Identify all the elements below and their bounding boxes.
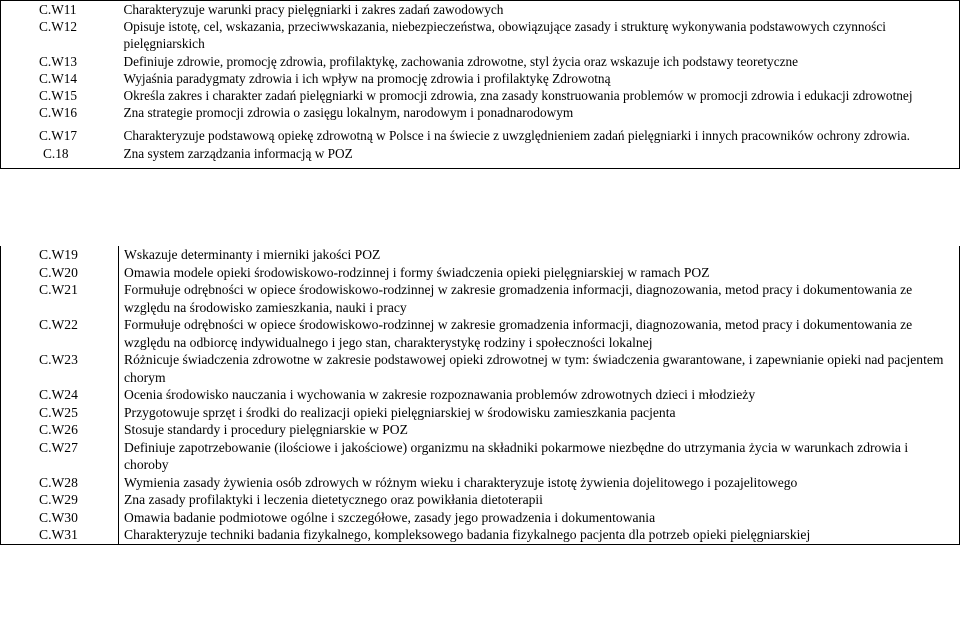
table-row: [1, 145, 960, 162]
outcome-description: Omawia badanie podmiotowe ogólne i szczegółowe, zasady jego prowadzenia i dokumentowania: [124, 509, 656, 525]
table-row: [1, 439, 960, 474]
outcome-description: Omawia modele opieki środowiskowo-rodzinnej i formy świadczenia opieki pielęgniarskiej w ramach POZ: [124, 264, 710, 280]
outcome-code: C.W30: [1, 509, 119, 527]
outcome-description: Zna strategie promocji zdrowia o zasięgu lokalnym, narodowym i ponadnarodowym: [123, 105, 574, 121]
outcome-description: Przygotowuje sprzęt i środki do realizacji opieki pielęgniarskiej w środowisku zamieszkania pacjenta: [124, 404, 676, 420]
table-row: [1, 246, 960, 264]
table-row: [1, 404, 960, 422]
outcome-description: Wymienia zasady żywienia osób zdrowych w różnym wieku i charakteryzuje istotę żywienia dojelitowego i pozajelitowego: [124, 474, 798, 490]
outcome-code: C.W28: [1, 474, 119, 492]
table-row: [1, 18, 960, 52]
table-row: [1, 316, 960, 351]
outcome-code: C.W22: [1, 316, 119, 351]
table-row: [1, 264, 960, 282]
outcome-description: Różnicuje świadczenia zdrowotne w zakresie podstawowej opieki zdrowotnej w tym: świadczenia gwarantowane, i zapewnianie opieki nad pacjentem chorym: [124, 352, 944, 385]
table-row: [1, 87, 960, 104]
table-row: [1, 53, 960, 70]
outcome-code: C.18: [43, 145, 69, 161]
outcomes-table-general: [0, 0, 960, 169]
outcome-description: Charakteryzuje techniki badania fizykalnego, kompleksowego badania fizykalnego pacjenta dla potrzeb opieki pielęgniarskiej: [124, 527, 811, 542]
outcome-code: C.W11: [39, 2, 77, 17]
table-row: [1, 509, 960, 527]
outcome-description: Definiuje zapotrzebowanie (ilościowe i jakościowe) organizmu na składniki pokarmowe niezbędne do utrzymania życia w warunkach zdrowia i choroby: [124, 439, 909, 472]
outcome-code: C.W25: [1, 404, 119, 422]
outcome-description: Zna zasady profilaktyki i leczenia dietetycznego oraz powikłania dietoterapii: [124, 492, 543, 507]
outcome-description: Definiuje zdrowie, promocję zdrowia, profilaktykę, zachowania zdrowotne, styl życia oraz wskazuje ich podstawy teoretyczne: [123, 53, 799, 69]
table-row: [1, 491, 960, 509]
outcome-description: Wyjaśnia paradygmaty zdrowia i ich wpływ na promocję zdrowia i profilaktykę Zdrowotną: [123, 70, 611, 86]
outcome-description: Charakteryzuje warunki pracy pielęgniarki i zakres zadań zawodowych: [123, 2, 504, 17]
outcome-code: C.W24: [1, 386, 119, 404]
table-row: [1, 474, 960, 492]
table-row: [1, 70, 960, 87]
outcome-description: Zna system zarządzania informacją w POZ: [123, 145, 353, 161]
table-row: [1, 104, 960, 121]
outcome-description: Formułuje odrębności w opiece środowiskowo-rodzinnej w zakresie gromadzenia informacji, diagnozowania, metod pracy i dokumentowania ze względu na środowisko zamieszkania, nauki i pracy: [124, 282, 913, 315]
table-row: [1, 1, 960, 19]
outcomes-table-poz: [0, 246, 960, 545]
outcome-code: C.W26: [1, 421, 119, 439]
row-spacer: [1, 162, 960, 169]
outcome-description: Stosuje standardy i procedury pielęgniarskie w POZ: [124, 422, 408, 437]
outcome-code: C.W23: [1, 351, 119, 386]
outcome-code: C.W27: [1, 439, 119, 474]
outcome-code: C.W12: [39, 19, 78, 35]
outcome-code: C.W14: [39, 70, 78, 86]
outcome-description: Opisuje istotę, cel, wskazania, przeciwwskazania, niebezpieczeństwa, obowiązujące zasady i strukturę wykonywania podstawowych czynności pielęgniarskich: [123, 19, 886, 52]
outcome-description: Ocenia środowisko nauczania i wychowania w zakresie rozpoznawania problemów zdrowotnych dzieci i młodzieży: [124, 387, 756, 402]
outcome-code: C.W17: [39, 128, 78, 144]
outcome-description: Formułuje odrębności w opiece środowiskowo-rodzinnej w zakresie gromadzenia informacji, diagnozowania, metod pracy i dokumentowania ze względu na odbiorcę indywidualnego i jego stan, charakterystykę rodziny i społeczności lokalnej: [124, 317, 913, 350]
table-row: [1, 281, 960, 316]
outcome-code: C.W29: [1, 491, 119, 509]
outcome-description: Charakteryzuje podstawową opiekę zdrowotną w Polsce i na świecie z uwzględnieniem zadań pielęgniarki i innych pracowników ochrony zdrowia.: [123, 128, 910, 144]
outcome-code: C.W19: [1, 246, 119, 264]
outcome-code: C.W20: [1, 264, 119, 282]
outcome-description: Określa zakres i charakter zadań pielęgniarki w promocji zdrowia, zna zasady konstruowania problemów w promocji zdrowia i edukacji zdrowotnej: [123, 88, 913, 104]
outcome-code: C.W16: [39, 105, 78, 121]
table-row: [1, 526, 960, 544]
outcome-code: C.W15: [39, 88, 78, 104]
table-row: [1, 421, 960, 439]
table-row: [1, 351, 960, 386]
outcome-code: C.W13: [39, 53, 78, 69]
table-row: [1, 127, 960, 144]
outcome-description: Wskazuje determinanty i mierniki jakości POZ: [124, 247, 381, 262]
outcome-code: C.W31: [1, 526, 119, 544]
outcome-code: C.W21: [1, 281, 119, 316]
table-row: [1, 386, 960, 404]
